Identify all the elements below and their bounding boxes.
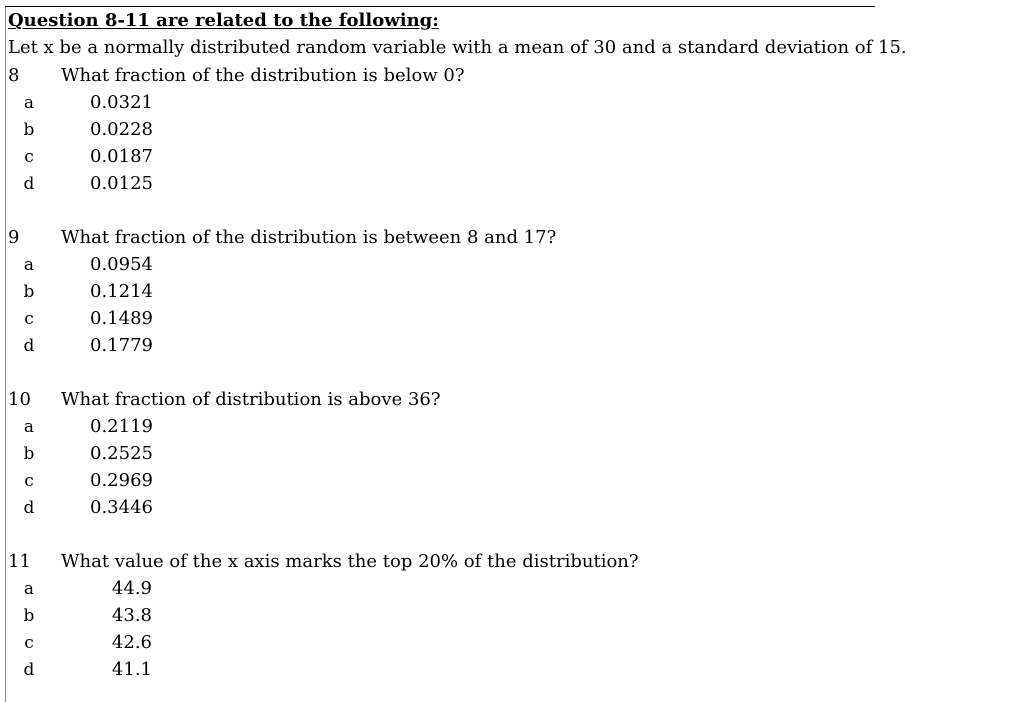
question-number: 10: [8, 389, 31, 410]
option-value: 44.9: [111, 578, 152, 599]
option-value: 0.0321: [90, 92, 153, 113]
option-letter: c: [24, 147, 34, 167]
question-number: 8: [8, 65, 20, 86]
option-letter: b: [23, 120, 35, 140]
option-letter: b: [23, 606, 35, 626]
option-letter: d: [23, 336, 35, 356]
option-letter: b: [23, 282, 35, 302]
option-value: 0.3446: [90, 497, 153, 518]
section-heading: Question 8-11 are related to the following:: [8, 10, 439, 31]
question-number: 11: [8, 551, 31, 572]
option-value: 0.0954: [90, 254, 153, 275]
intro-text: Let x be a normally distributed random variable with a mean of 30 and a standard deviation of 15.: [8, 37, 907, 58]
option-letter: a: [23, 93, 35, 113]
question-number: 9: [8, 227, 20, 248]
option-letter: a: [23, 417, 35, 437]
option-letter: a: [23, 579, 35, 599]
option-value: 41.1: [111, 659, 152, 680]
option-value: 0.0228: [90, 119, 153, 140]
option-value: 0.0187: [90, 146, 153, 167]
question-text: What fraction of the distribution is between 8 and 17?: [61, 227, 557, 248]
option-value: 0.2969: [90, 470, 153, 491]
option-letter: b: [23, 444, 35, 464]
option-letter: d: [23, 498, 35, 518]
option-letter: d: [23, 660, 35, 680]
question-text: What fraction of the distribution is below 0?: [61, 65, 465, 86]
option-value: 43.8: [111, 605, 152, 626]
question-text: What fraction of distribution is above 36?: [61, 389, 441, 410]
option-value: 0.0125: [90, 173, 153, 194]
option-letter: d: [23, 174, 35, 194]
option-letter: c: [24, 471, 34, 491]
option-letter: c: [24, 309, 34, 329]
top-rule: [5, 6, 875, 7]
question-text: What value of the x axis marks the top 20% of the distribution?: [61, 551, 639, 572]
option-letter: c: [24, 633, 34, 653]
option-value: 0.2119: [90, 416, 153, 437]
option-value: 42.6: [111, 632, 152, 653]
option-value: 0.2525: [90, 443, 153, 464]
option-value: 0.1779: [90, 335, 153, 356]
option-value: 0.1489: [90, 308, 153, 329]
left-border: [5, 6, 6, 702]
option-value: 0.1214: [90, 281, 153, 302]
option-letter: a: [23, 255, 35, 275]
